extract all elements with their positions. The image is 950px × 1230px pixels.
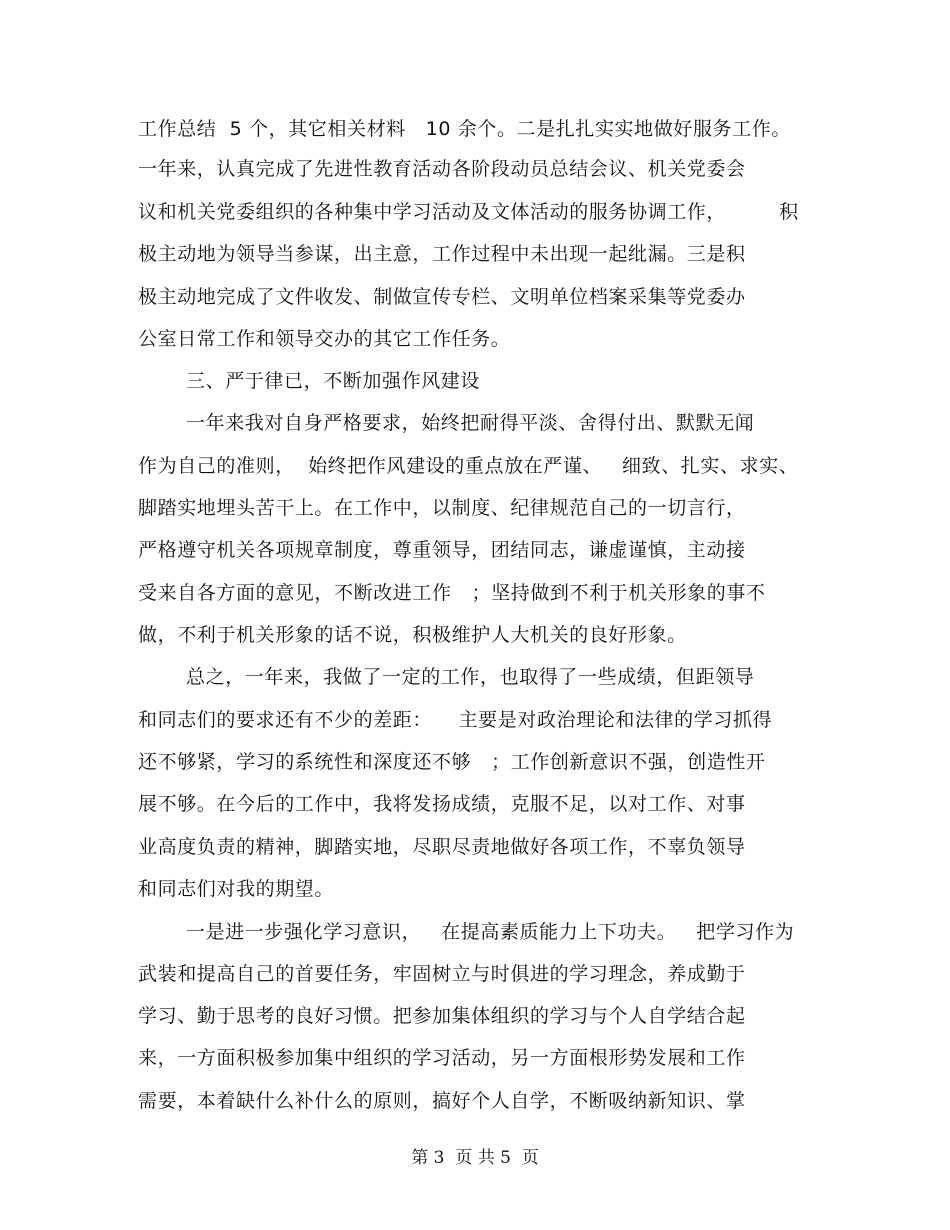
section-heading: 三、严于律已，不断加强作风建设	[186, 370, 481, 392]
body-line: 学习、勤于思考的良好习惯。把参加集体组织的学习与个人自学结合起	[138, 1005, 746, 1027]
body-line: 一年来我对自身严格要求，始终把耐得平淡、舍得付出、默默无闻	[186, 412, 755, 434]
body-line: 武装和提高自己的首要任务，牢固树立与时俱进的学习理念，养成勤于	[138, 963, 746, 985]
body-line: 展不够。在今后的工作中，我将发扬成绩，克服不足，以对工作、对事	[138, 793, 746, 815]
body-line: 业高度负责的精神，脚踏实地，尽职尽责地做好各项工作，不辜负领导	[138, 836, 746, 858]
body-line: 来，一方面积极参加集中组织的学习活动，另一方面根形势发展和工作	[138, 1047, 746, 1069]
page-number-footer: 第 3 页 共 5 页	[411, 1148, 539, 1168]
body-line: 公室日常工作和领导交办的其它工作任务。	[138, 328, 511, 350]
body-line: 一是进一步强化学习意识， 在提高素质能力上下功夫。 把学习作为	[186, 921, 795, 943]
body-line: 作为自己的准则， 始终把作风建设的重点放在严谨、 细致、扎实、求实、	[138, 455, 799, 477]
body-line: 和同志们对我的期望。	[138, 878, 335, 900]
body-line: 和同志们的要求还有不少的差距： 主要是对政治理论和法律的学习抓得	[138, 709, 773, 731]
body-line: 严格遵守机关各项规章制度，尊重领导，团结同志，谦虚谨慎，主动接	[138, 539, 746, 561]
body-line: 做，不利于机关形象的话不说，积极维护人大机关的良好形象。	[138, 624, 687, 646]
body-line: 一年来，认真完成了先进性教育活动各阶段动员总结会议、机关党委会	[138, 158, 746, 180]
body-line: 总之，一年来，我做了一定的工作，也取得了一些成绩，但距领导	[186, 666, 755, 688]
body-line: 极主动地完成了文件收发、制做宣传专栏、文明单位档案采集等党委办	[138, 286, 746, 308]
body-line: 脚踏实地埋头苦干上。在工作中，以制度、纪律规范自己的一切言行，	[138, 497, 746, 519]
body-line: 极主动地为领导当参谋，出主意，工作过程中未出现一起纰漏。三是积	[138, 243, 746, 265]
body-line: 需要，本着缺什么补什么的原则，搞好个人自学，不断吸纳新知识、掌	[138, 1090, 746, 1112]
body-line: 受来自各方面的意见，不断改进工作 ；坚持做到不利于机关形象的事不	[138, 582, 766, 604]
body-line: 工作总结 5 个，其它相关材料 10 余个。二是扎扎实实地做好服务工作。	[138, 118, 791, 140]
body-line: 还不够紧，学习的系统性和深度还不够 ；工作创新意识不强，创造性开	[138, 751, 766, 773]
body-line: 议和机关党委组织的各种集中学习活动及文体活动的服务协调工作， 积	[138, 201, 799, 223]
